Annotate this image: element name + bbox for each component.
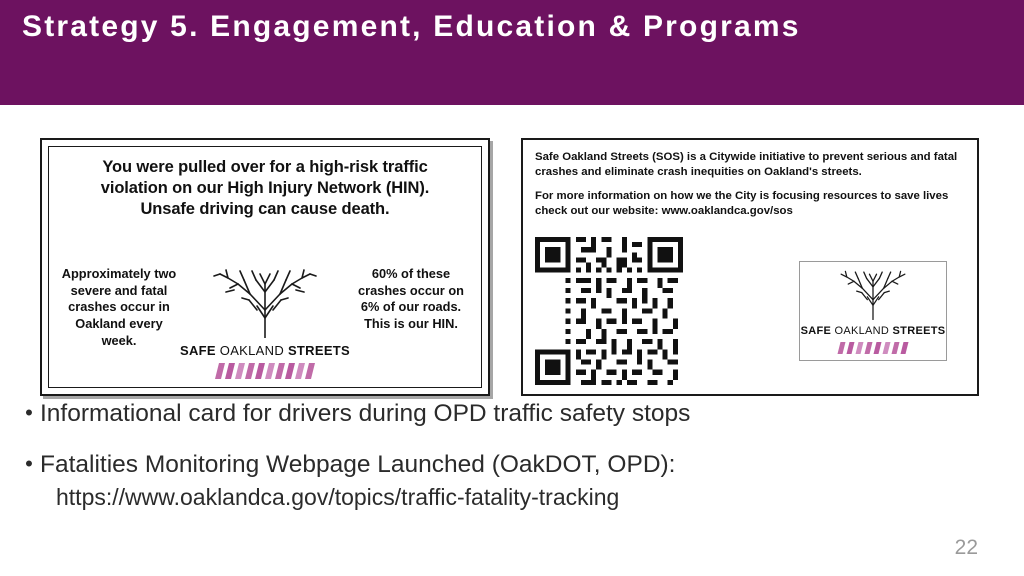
- sos-word-safe: SAFE: [180, 343, 216, 358]
- sos-word-oakland-back: OAKLAND: [834, 325, 890, 337]
- slide-header-banner: [0, 0, 1024, 105]
- sos-word-streets-back: STREETS: [892, 325, 946, 337]
- informational-card-front-image: [40, 138, 490, 396]
- card-front-left-stat: Approximately two severe and fatal crashes occur in Oakland every week.: [61, 266, 177, 348]
- sos-word-streets: STREETS: [287, 343, 351, 358]
- card-front-headline-line3: Unsafe driving can cause death.: [140, 200, 390, 219]
- bullet-list: [18, 400, 978, 533]
- card-front-right-stat: 60% of these crashes occur on 6% of our roads. This is our HIN.: [358, 266, 464, 331]
- bullet-text-group: [40, 451, 675, 511]
- list-item: [18, 400, 978, 429]
- sos-logo-front: [180, 266, 350, 379]
- card-front-headline-line1: You were pulled over for a high-risk traffic: [102, 158, 428, 176]
- sos-word-safe-back: SAFE: [800, 325, 832, 337]
- card-back-lower-row: [535, 236, 965, 386]
- sos-wordmark-front: [180, 343, 350, 358]
- page-number: 22: [954, 536, 978, 559]
- bullet-text: Informational card for drivers during OPD traffic safety stops: [40, 400, 691, 427]
- card-back-paragraph-1: Safe Oakland Streets (SOS) is a Citywide initiative to prevent serious and fatal crashes and eliminate crash inequities on Oakland's streets.: [535, 151, 958, 178]
- sos-wordmark-back: [801, 325, 946, 337]
- card-images-row: [0, 135, 1024, 400]
- card-front-headline: [61, 157, 469, 220]
- oak-tree-icon-small: [827, 268, 919, 325]
- sos-dash-graphic-back: [839, 342, 907, 354]
- card-back-paragraph-2: For more information on how we the City is focusing resources to save lives check out our website: www.oaklandca.gov/sos: [535, 190, 949, 217]
- bullet-marker: •: [25, 400, 33, 425]
- bullet-text: Fatalities Monitoring Webpage Launched (OakDOT, OPD):: [40, 450, 676, 478]
- qr-code-icon: [535, 237, 683, 385]
- card-front-headline-line2: violation on our High Injury Network (HIN).: [100, 179, 430, 198]
- sos-dash-graphic: [180, 363, 350, 379]
- page-title: Strategy 5. Engagement, Education & Programs: [22, 10, 801, 43]
- card-front-body: [49, 266, 481, 379]
- bullet-marker: •: [25, 450, 33, 476]
- oak-tree-icon: [180, 266, 350, 343]
- sos-word-oakland: OAKLAND: [219, 343, 285, 358]
- informational-card-back-image: [521, 138, 979, 396]
- sos-logo-back: [799, 261, 947, 361]
- list-item: [18, 451, 978, 511]
- card-front-inner-border: [48, 146, 482, 388]
- bullet-sub-url[interactable]: https://www.oaklandca.gov/topics/traffic-fatality-tracking: [56, 483, 620, 510]
